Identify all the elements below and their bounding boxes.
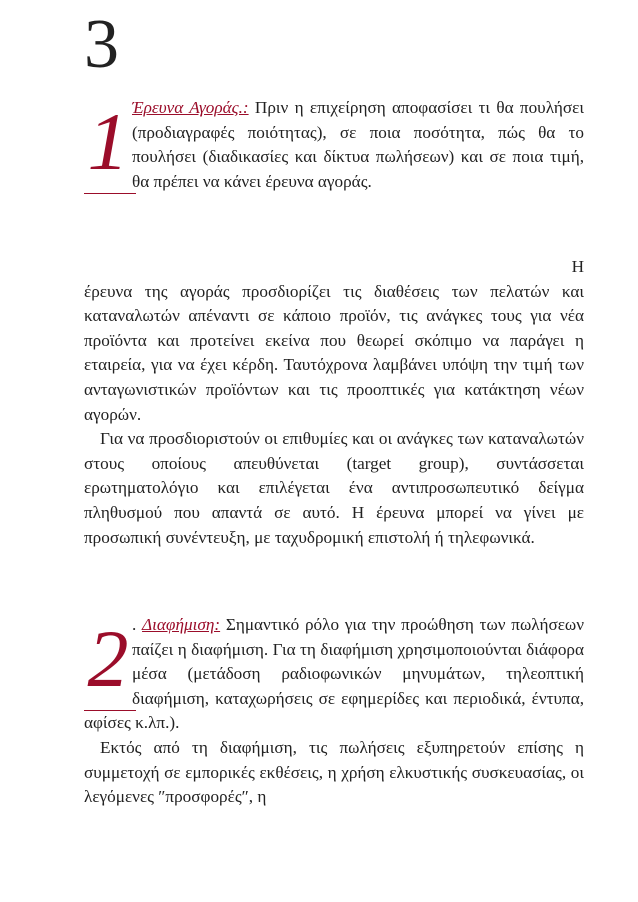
section-2-intro-text: Σημαντικό ρόλο για την προώθηση των πωλήσεων παίζει η διαφήμιση. Για τη διαφήμιση χρησιμοποιούνται διάφορα μέσα (μετάδοση ραδιοφωνικών μηνυμάτων, τηλεοπτική διαφήμιση, καταχωρήσεις σε εφημερίδες και περιοδικά, έντυπα, αφίσες κ.λπ.). bbox=[84, 615, 585, 733]
section-2-intro-paragraph bbox=[84, 613, 584, 736]
section-2-heading: Διαφήμιση: bbox=[142, 615, 221, 634]
section-market-research-body bbox=[84, 255, 584, 550]
section-1-body-text: έρευνα της αγοράς προσδιορίζει τις διαθέσεις των πελατών και καταναλωτών απέναντι σε κάποιο προϊόν, τις ανάγκες τους για νέα προϊόντα και προτείνει εκείνα που θεωρεί σκόπιμο να παράγει η εταιρεία, για να έχει κέρδη. Ταυτόχρονα λαμβάνει υπόψη την τιμή των ανταγωνιστικών προϊόντων και τις προοπτικές για κατάκτηση νέων αγορών. bbox=[84, 281, 584, 424]
section-1-drop-cap: 1 bbox=[84, 96, 132, 192]
page-number: 3 bbox=[84, 6, 119, 83]
section-market-research bbox=[84, 96, 584, 194]
section-2-paragraph-2: Εκτός από τη διαφήμιση, τις πωλήσεις εξυπηρετούν επίσης η συμμετοχή σε εμπορικές εκθέσεις, η χρήση ελκυστικής συσκευασίας, οι λεγόμενες ″προσφορές″, η bbox=[84, 737, 584, 807]
section-2-drop-cap: 2 bbox=[84, 613, 132, 709]
section-2-prefix: . bbox=[132, 615, 143, 634]
section-1-paragraph-2: Για να προσδιοριστούν οι επιθυμίες και οι ανάγκες των καταναλωτών στους οποίους απευθύνεται (target group), συντάσσεται ερωτηματολόγιο και επιλέγεται ένα αντιπροσωπευτικό δείγμα πληθυσμού που απαντά σε αυτό. Η έρευνα μπορεί να γίνει με προσωπική συνέντευξη, με ταχυδρομική επιστολή ή τηλεφωνικά. bbox=[84, 429, 584, 547]
section-1-heading: Έρευνα Αγοράς.: bbox=[132, 98, 249, 117]
section-1-intro-text: Πριν η επιχείρηση αποφασίσει τι θα πουλήσει (προδιαγραφές ποιότητας), σε ποια ποσότητα, πώς θα το πουλήσει (διαδικασίες και δίκτυα πωλήσεων) και σε ποια τιμή, θα πρέπει να κάνει έρευνα αγοράς. bbox=[132, 98, 584, 191]
section-1-body-start: Η bbox=[571, 257, 584, 276]
section-advertising bbox=[84, 613, 584, 810]
section-1-intro-paragraph bbox=[84, 96, 584, 194]
